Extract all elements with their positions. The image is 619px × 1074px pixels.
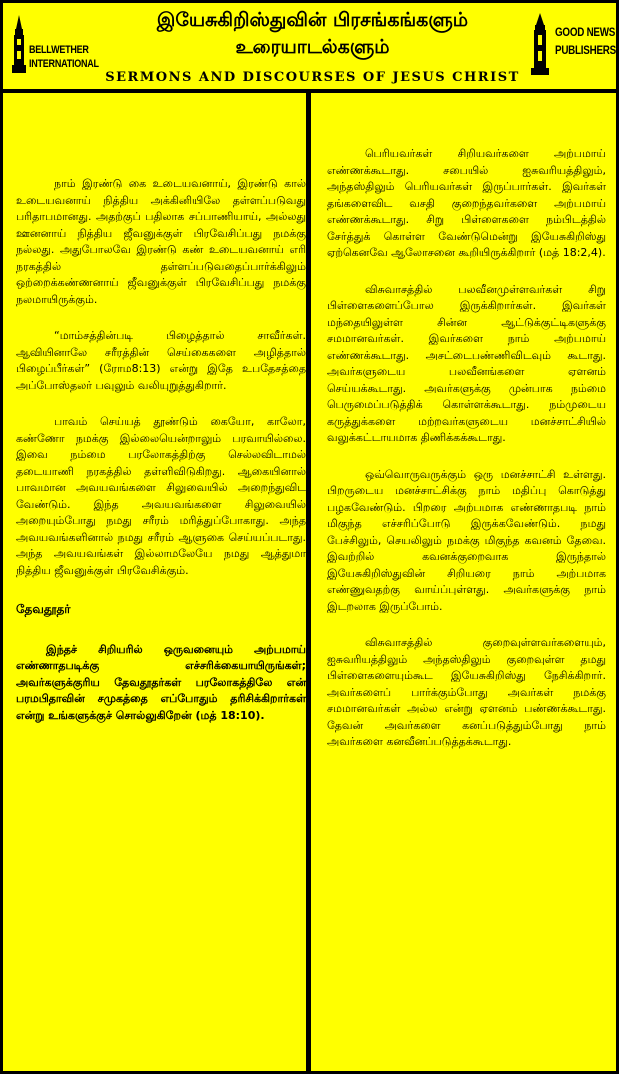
- bell-tower-icon: [9, 9, 29, 79]
- left-paragraph-3: பாவம் செய்யத் தூண்டும் கையோ, காலோ, கண்ணோ நமக்கு இல்லையென்றாலும் பரவாயில்லை. இவை நம்மை பரலோகத்திற்கு செல்லவிடாமல் தடையாணி நரகத்தில் தள்ளிவிடுகிறது. ஆகையினால் பாவமான அவயவங்களை சிலுவையில் அறைந்துவிட வேண்டும். இந்த அவயவங்களை சிலுவையில் அறையும்போது நமது சரீரம் மரித்துப்போகாது. அந்த அவயவங்களினால் நமது சரீரம் ஆளுகை செய்யப்படாது. அந்த அவயவங்கள் இல்லாமலேயே நமது ஆத்துமா நித்திய ஜீவனுக்குள் பிரவேசிக்கும்.: [16, 415, 306, 577]
- left-column: [3, 93, 306, 1071]
- scripture-verse: இந்தச் சிறியரில் ஒருவனையும் அற்பமாய் எண்ணாதபடிக்கு எச்சரிக்கையாயிருங்கள்; அவர்களுக்குரிய தேவதூதர்கள் பரலோகத்திலே என் பரமபிதாவின் சமுகத்தை எப்போதும் தரிசிக்கிறார்கள் என்று உங்களுக்குச் சொல்லுகிறேன் (மத் 18:10).: [16, 642, 306, 722]
- good-news-logo: [527, 9, 617, 79]
- logo-line-2: PUBLISHERS: [555, 43, 616, 57]
- left-paragraph-1: நாம் இரண்டு கை உடையவனாய், இரண்டு கால் உடையவனாய் நித்திய அக்கினியிலே தள்ளப்படுவது பரிதாபமானது. அதற்குப் பதிலாக சப்பாணியாய், அல்லது ஊனனாய் நித்திய ஜீவனுக்குள் பிரவேசிப்பது நமக்கு நல்லது. அதுபோலவே இரண்டு கண் உடையவனாய் எரி நரகத்தில் தள்ளப்படுவதைப்பார்க்கிலும் ஒற்றைக்கண்ணனாய் ஜீவனுக்குள் பிரவேசிப்பது நமக்கு நலமாயிருக்கும்.: [16, 177, 306, 306]
- right-paragraph-3: ஒவ்வொருவருக்கும் ஒரு மனச்சாட்சி உள்ளது. பிறருடைய மனச்சாட்சிக்கு நாம் மதிப்பு கொடுத்து பழகவேண்டும். பிறரை அற்பமாக எண்ணாதபடி நாம் மிகுந்த எச்சரிப்போடு இருக்கவேண்டும். நமது பேச்சிலும், செயலிலும் நமக்கு மிகுந்த கவனம் தேவை. இவற்றில் கவனக்குறைவாக இருந்தால் இயேசுகிறிஸ்துவின் சிறியரை நாம் அற்பமாக எண்ணுவதற்கு வாய்ப்புள்ளது. அவர்களுக்கு நாம் இடறலாக இருப்போம்.: [327, 467, 606, 613]
- title-tamil-line-2: உரையாடல்களும்: [235, 36, 390, 58]
- header: [3, 3, 616, 90]
- logo-line-1: BELLWETHER: [29, 44, 89, 56]
- bellwether-logo: [9, 9, 99, 79]
- right-paragraph-4: விசுவாசத்தில் குறைவுள்ளவர்களையும், ஐசுவரியத்திலும் அந்தஸ்திலும் குறைவுள்ள தமது பிள்ளைகளையும்கூட இயேசுகிறிஸ்து நேசிக்கிறார். அவர்களைப் பார்க்கும்போது அவர்கள் நமக்கு சமமானவர்கள் அல்ல என்று ஏளனம் பண்ணக்கூடாது. தேவன் அவர்களை கனப்படுத்தும்போது நாம் அவர்களை கனவீனப்படுத்தக்கூடாது.: [327, 636, 606, 748]
- right-column: [311, 93, 616, 1071]
- title-tamil-line-1: இயேசுகிறிஸ்துவின் பிரசங்கங்களும்: [156, 9, 469, 31]
- section-heading: தேவதூதர்: [16, 602, 71, 616]
- logo-line-1: GOOD NEWS: [555, 25, 616, 39]
- right-paragraph-1: பெரியவர்கள் சிறியவர்களை அற்பமாய் எண்ணக்கூடாது. சபையில் ஐசுவரியத்திலும், அந்தஸ்திலும் பெரியவர்கள் இருப்பார்கள். இவர்கள் தங்களைவிட வசதி குறைந்தவர்களை அற்பமாய் எண்ணக்கூடாது. சிறு பிள்ளைகளை நம்பிடத்தில் சேர்த்துக் கொள்ள வேண்டுமென்று இயேசுகிறிஸ்து ஏற்கெனவே ஆலோசனை கூறியிருக்கிறார் (மத் 18:2,4).: [327, 147, 606, 259]
- logo-line-2: INTERNATIONAL: [29, 58, 99, 70]
- right-paragraph-2: விசுவாசத்தில் பலவீனமுள்ளவர்கள் சிறு பிள்ளைகளைப்போல இருக்கிறார்கள். இவர்கள் மந்தையிலுள்ள சின்ன ஆட்டுக்குட்டிகளுக்கு சமமானவர்கள். இவர்களை நாம் அற்பமாய் எண்ணக்கூடாது. அசட்டைபண்ணிவிடவும் கூடாது. அவர்களுடைய பலவீனங்களை ஏளனம் செய்யக்கூடாது. அவர்களுக்கு முன்பாக நம்மை பெருமைப்படுத்திக் கொள்ளக்கூடாது. நம்முடைய கருத்துக்களை மற்றவர்களுடைய மனச்சாட்சியில் வலுக்கட்டாயமாக திணிக்கக்கூடாது.: [327, 282, 606, 444]
- left-paragraph-2: “மாம்சத்தின்படி பிழைத்தால் சாவீர்கள். ஆவியினாலே சரீரத்தின் செய்கைகளை அழித்தால் பிழைப்பீர்கள்” (ரோம8:13) என்று இதே உபதேசத்தை அப்போஸ்தலர் பவுலும் வலியுறுத்துகிறார்.: [16, 329, 306, 392]
- book-icon: [527, 9, 553, 79]
- title-english: SERMONS AND DISCOURSES OF JESUS CHRIST: [105, 70, 520, 85]
